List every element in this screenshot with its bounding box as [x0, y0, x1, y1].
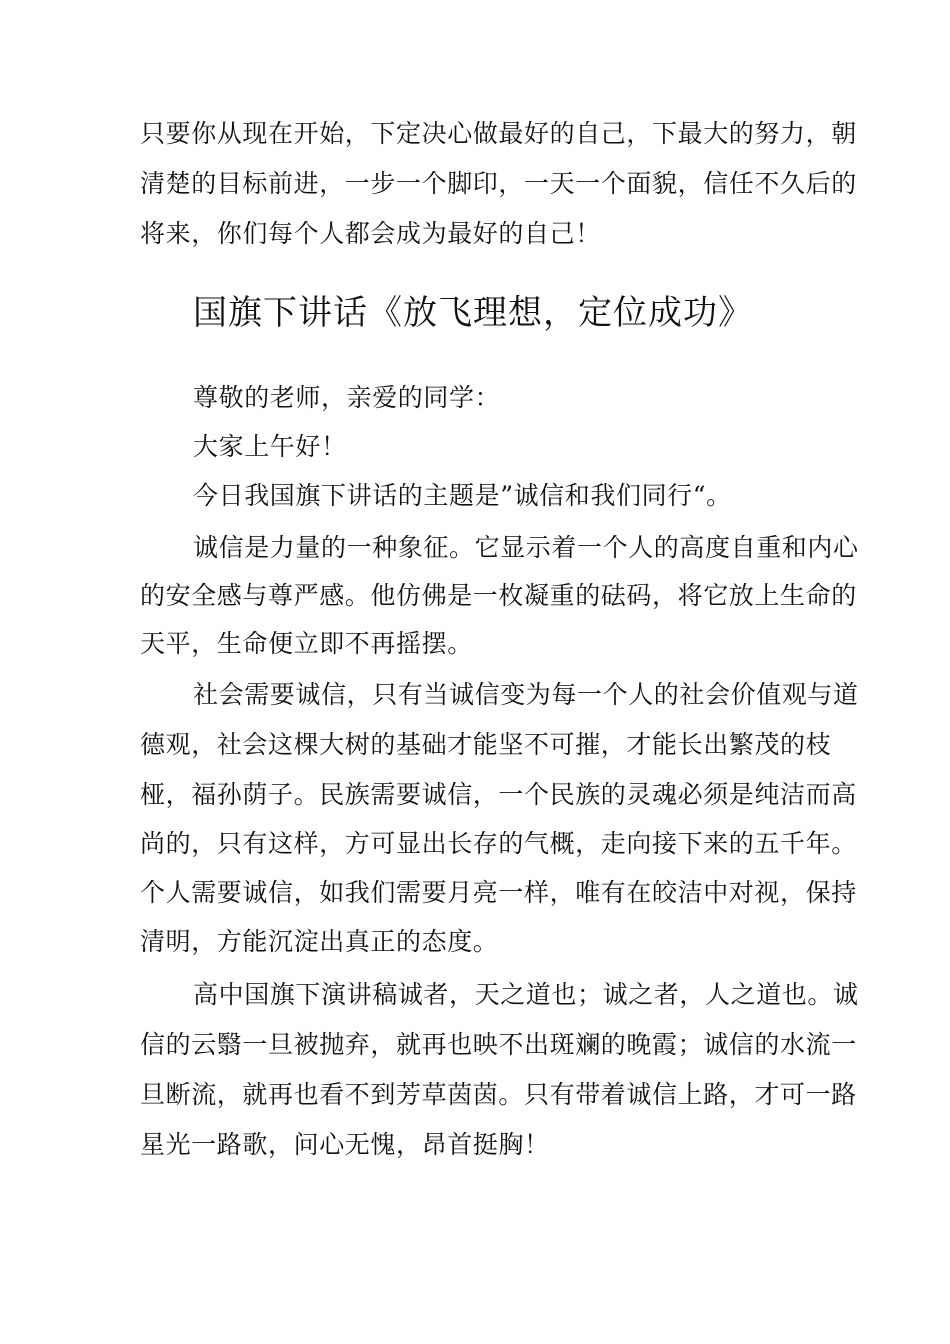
paragraph-2-line-5: 个人需要诚信，如我们需要月亮一样，唯有在皎洁中对视，保持 [140, 878, 857, 907]
paragraph-2-line-1: 社会需要诚信，只有当诚信变为每一个人的社会价值观与道 [193, 680, 859, 709]
paragraph-2-line-6: 清明，方能沉淀出真正的态度。 [140, 927, 499, 956]
paragraph-2-line-4: 尚的，只有这样，方可显出长存的气概，走向接下来的五千年。 [140, 829, 857, 858]
intro-line-3: 将来，你们每个人都会成为最好的自己！ [140, 219, 601, 248]
paragraph-3-line-3: 旦断流，就再也看不到芳草茵茵。只有带着诚信上路，才可一路 [140, 1080, 857, 1109]
speech-title: 国旗下讲话《放飞理想，定位成功》 [193, 293, 753, 333]
intro-line-2: 清楚的目标前进，一步一个脚印，一天一个面貌，信任不久后的 [140, 169, 857, 198]
paragraph-2-line-2: 德观，社会这棵大树的基础才能坚不可摧，才能长出繁茂的枝 [140, 730, 832, 759]
paragraph-1-line-2: 的安全感与尊严感。他仿佛是一枚凝重的砝码，将它放上生命的 [140, 581, 857, 610]
speech-topic: 今日我国旗下讲话的主题是”诚信和我们同行“。 [193, 481, 732, 510]
paragraph-3-line-4: 星光一路歌，问心无愧，昂首挺胸！ [140, 1130, 550, 1159]
salutation: 尊敬的老师，亲爱的同学： [193, 383, 501, 412]
paragraph-1-line-1: 诚信是力量的一种象征。它显示着一个人的高度自重和内心 [193, 533, 859, 562]
paragraph-3-line-2: 信的云翳一旦被抛弃，就再也映不出斑斓的晚霞；诚信的水流一 [140, 1030, 857, 1059]
greeting-hello: 大家上午好！ [193, 432, 347, 461]
paragraph-2-line-3: 桠，福孙荫子。民族需要诚信，一个民族的灵魂必须是纯洁而高 [140, 780, 857, 809]
intro-line-1: 只要你从现在开始，下定决心做最好的自己，下最大的努力，朝 [140, 119, 857, 148]
paragraph-1-line-3: 天平，生命便立即不再摇摆。 [140, 629, 473, 658]
paragraph-3-line-1: 高中国旗下演讲稿诚者，天之道也；诚之者，人之道也。诚 [193, 980, 859, 1009]
